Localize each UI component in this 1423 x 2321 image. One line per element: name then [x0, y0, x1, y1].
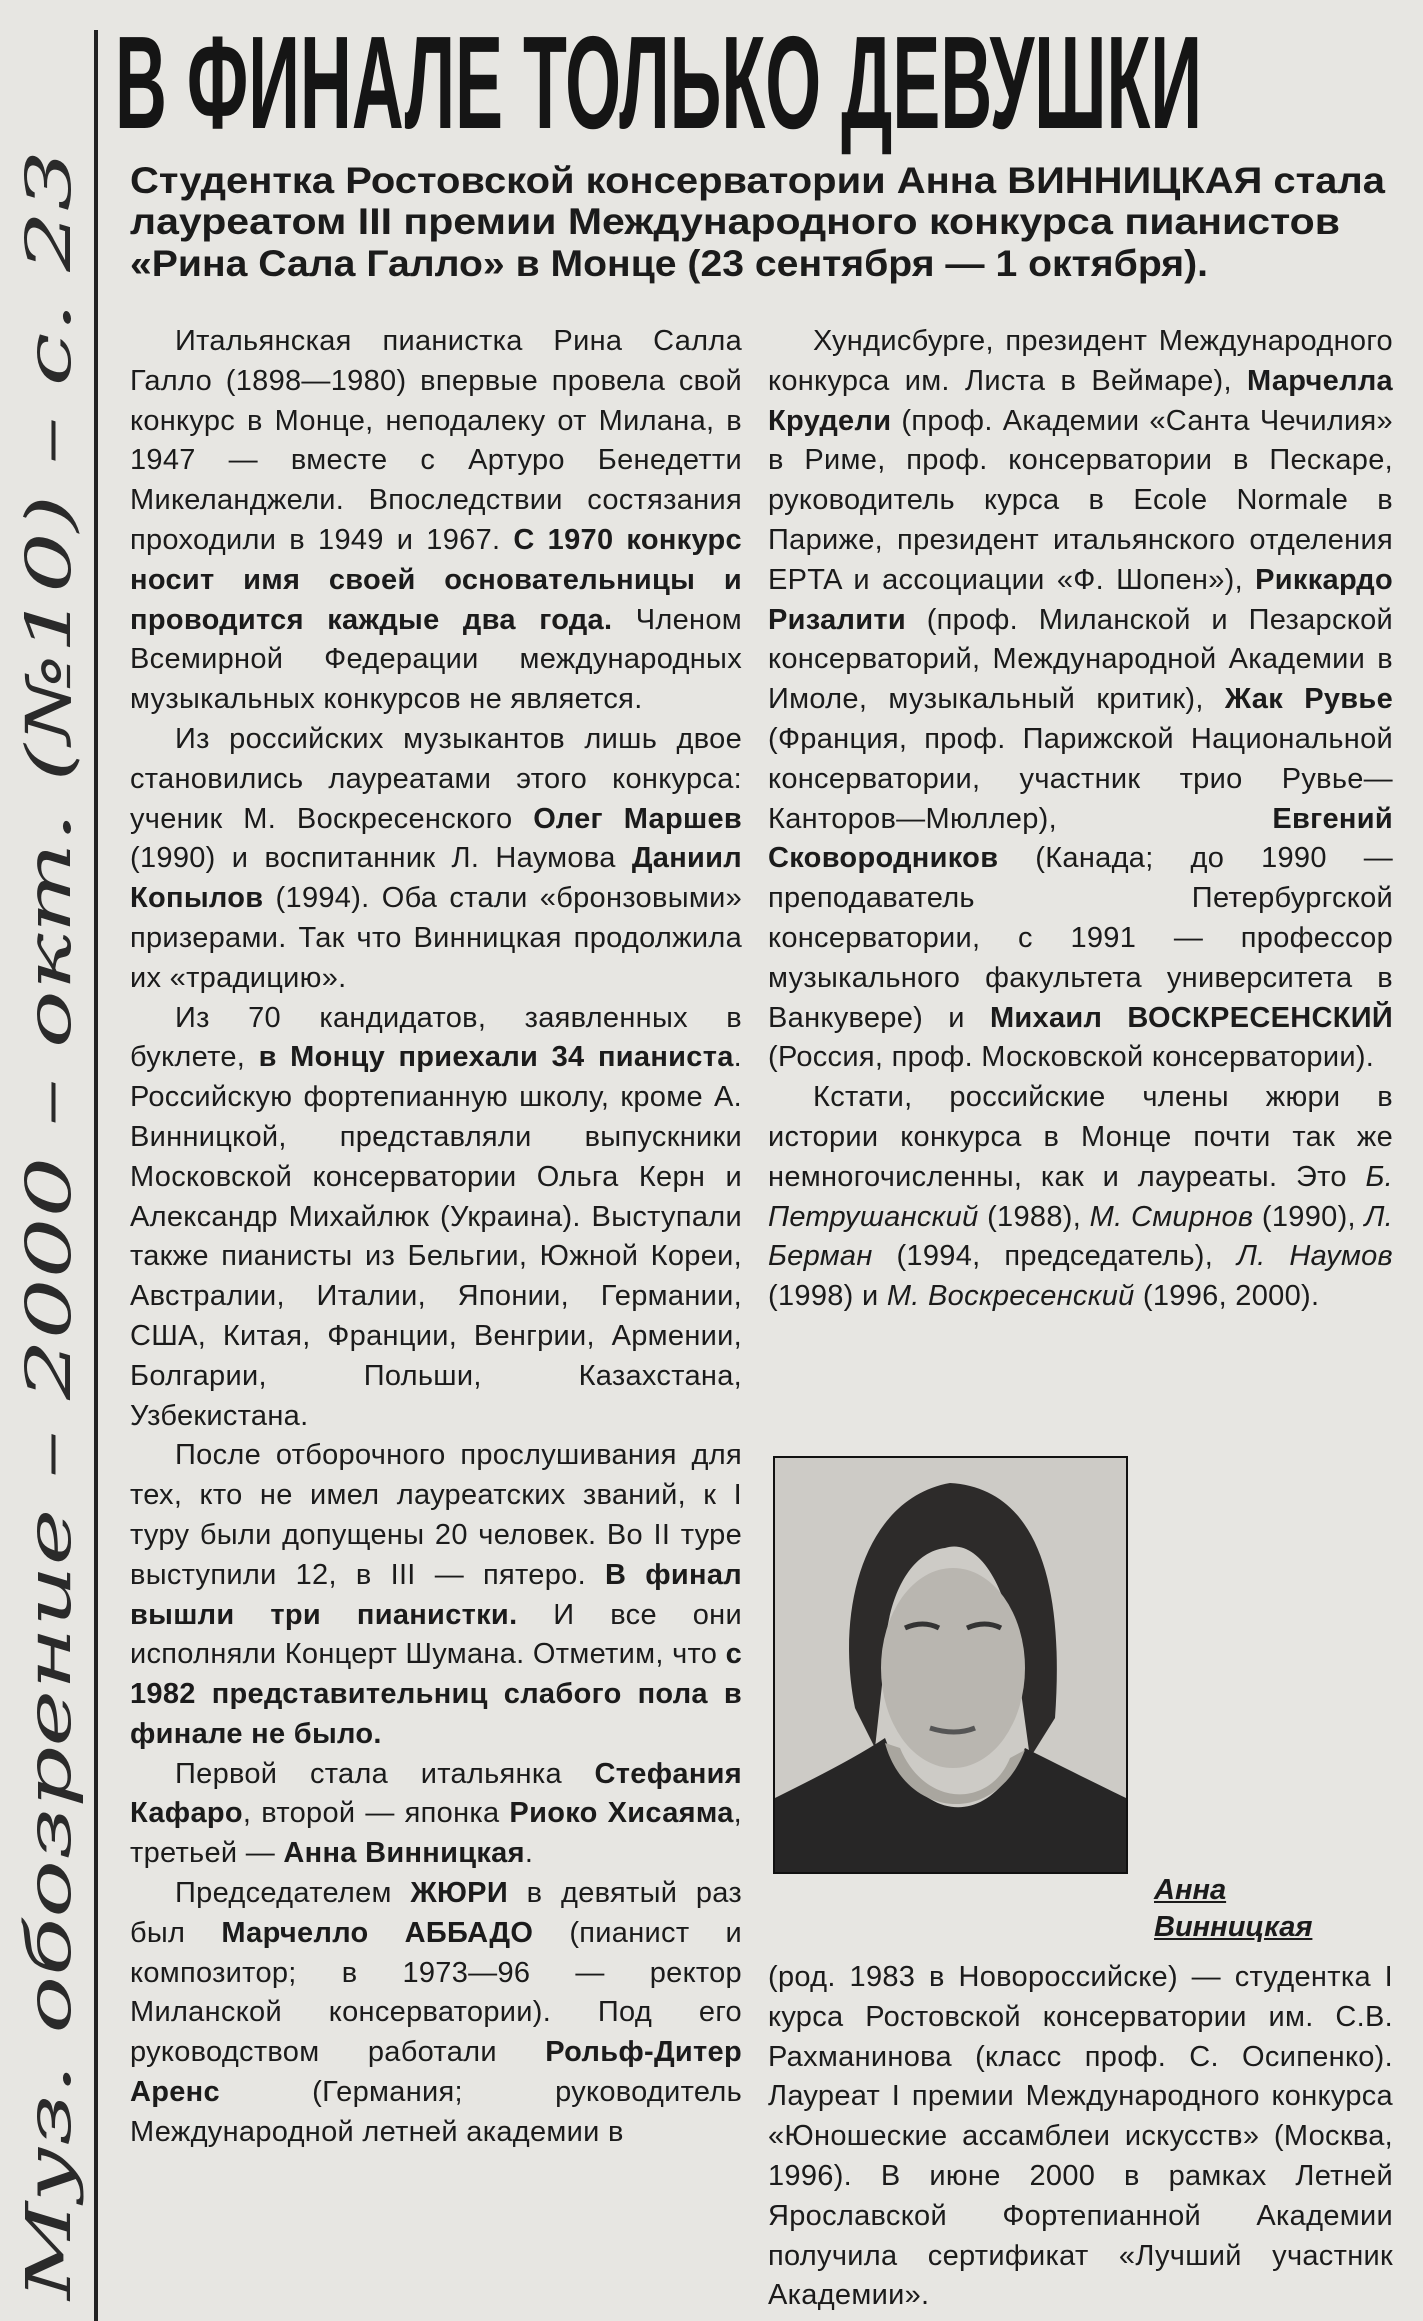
bold-text: Михаил ВОСКРЕСЕНСКИЙ — [989, 1001, 1393, 1034]
text: (1994, председатель), — [872, 1240, 1237, 1273]
paragraph — [130, 1755, 742, 1874]
text: (1998) и — [768, 1280, 887, 1313]
text: (Германия; руководитель Международной летней академии в — [130, 2076, 742, 2148]
lead-line-2: лауреатом III премии Международного конкурса пианистов — [130, 201, 1340, 242]
bold-text: ЖЮРИ — [410, 1877, 508, 1910]
text: (Франция, проф. Парижской Национальной консерватории, участник трио Рувье—Канторов—Мюллер), — [768, 722, 1393, 835]
bold-text: с 1982 представительниц слабого пола в финале не было. — [130, 1638, 742, 1750]
text: . — [524, 1837, 534, 1870]
text: , третьей — — [130, 1797, 742, 1870]
bold-text: Марчелло АББАДО — [221, 1916, 534, 1949]
text: Кстати, российские члены жюри в истории конкурса в Монце почти так же немногочисленны, как и лауреаты. Это — [768, 1081, 1393, 1193]
bold-text: С 1970 конкурс носит имя своей основательницы и проводится каждые два года. — [130, 523, 742, 636]
article-column-right — [768, 322, 1393, 1317]
text: (проф. Академии «Санта Чечилия» в Риме, проф. консерватории в Пескаре, руководитель курса в Ecole Normale в Париже, президент итальянского отделения EPTA и ассоциации «Ф. Шопен»), — [768, 404, 1393, 596]
paragraph — [130, 1874, 742, 2153]
headline: В ФИНАЛЕ ТОЛЬКО ДЕВУШКИ — [115, 9, 1202, 156]
bold-text: в Монцу приехали 34 пианиста — [258, 1041, 734, 1074]
text: Хундисбурге, президент Международного конкурса им. Листа в Веймаре), — [768, 325, 1393, 397]
paragraph — [130, 999, 742, 1437]
bold-text: Евгений Сковородников — [768, 802, 1393, 875]
text: Первой стала итальянка — [175, 1757, 595, 1790]
paragraph — [130, 1436, 742, 1754]
paragraph — [768, 1078, 1393, 1317]
portrait-illustration — [775, 1458, 1126, 1872]
caption-first-name: Анна — [1154, 1874, 1227, 1906]
bold-text: Риоко Хисаяма — [509, 1797, 734, 1830]
text: Из российских музыкантов лишь двое становились лауреатами этого конкурса: ученик М. Воскресенского — [130, 722, 742, 835]
paragraph — [130, 720, 742, 999]
lead-line-1: Студентка Ростовской консерватории Анна ВИННИЦКАЯ стала — [130, 160, 1386, 201]
italic-text: Л. Наумов — [1237, 1240, 1393, 1273]
text: (1990) и воспитанник Л. Наумова — [130, 842, 632, 875]
paragraph — [130, 322, 742, 720]
text: (1994). Оба стали «бронзовыми» призерами. Так что Винницкая продолжила их «традицию». — [130, 882, 742, 994]
italic-text: Б. Петрушанский — [768, 1160, 1393, 1233]
italic-text: М. Воскресенский — [886, 1280, 1135, 1313]
bio-paragraph: (род. 1983 в Новороссийске) — студентка I курса Ростовской консерватории им. С.В. Рахманинова (класс проф. С. Осипенко). Лауреат I премии Международного конкурса «Юношеские ассамблеи искусств» (Москва, 1996). В июне 2000 в рамках Летней Ярославской Фортепианной Академии получила сертификат «Лучший участник Академии». — [768, 1961, 1393, 2312]
handwritten-note: Муз. обозрение – 2000 – окт. (№10) – с. 23 — [12, 906, 85, 2300]
bold-text: Рольф-Дитер Аренс — [130, 2036, 742, 2109]
bold-text: Даниил Копылов — [130, 842, 742, 915]
photo-caption — [1154, 1872, 1312, 1946]
text: (1988), — [978, 1200, 1090, 1233]
text: Из 70 кандидатов, заявленных в буклете, — [130, 1001, 742, 1074]
italic-text: Л. Берман — [768, 1200, 1393, 1273]
text: (1996, 2000). — [1134, 1280, 1320, 1313]
text: (Россия, проф. Московской консерватории). — [768, 1041, 1375, 1074]
bold-text: В финал вышли три пианистки. — [130, 1558, 742, 1631]
bold-text: Марчелла Крудели — [768, 364, 1393, 437]
text: Председателем — [175, 1877, 411, 1910]
text: Членом Всемирной Федерации международных музыкальных конкурсов не является. — [130, 603, 742, 716]
bold-text: Анна Винницкая — [283, 1837, 525, 1870]
text: (1990), — [1253, 1200, 1365, 1233]
text: в девятый раз был — [130, 1877, 743, 1949]
bold-text: Жак Рувье — [1224, 683, 1393, 716]
text: (Канада; до 1990 — преподаватель Петербургской консерватории, с 1991 — профессор музыкального факультета университета в Ванкувере) и — [768, 842, 1393, 1034]
text: (проф. Миланской и Пезарской консерваторий, Международной Академии в Имоле, музыкальный критик), — [768, 603, 1393, 716]
bold-text: Риккардо Ризалити — [768, 563, 1393, 636]
bold-text: Олег Маршев — [533, 802, 742, 835]
text: . Российскую фортепианную школу, кроме А. Винницкой, представляли выпускники Московской консерватории Ольга Керн и Александр Михайлюк (Украина). Выступали также пианисты из Бельгии, Южной Кореи, Австралии, Италии, Японии, Германии, США, Китая, Франции, Венгрии, Армении, Болгарии, Польши, Казахстана, Узбекистана. — [130, 1041, 742, 1432]
lead-line-3: «Рина Сала Галло» в Монце (23 сентября — 1 октября). — [130, 243, 1208, 284]
text: , второй — японка — [242, 1797, 510, 1830]
text: После отборочного прослушивания для тех, кто не имел лауреатских званий, к I туру были допущены 20 человек. Во II туре выступили 12, в III — пятеро. — [130, 1439, 742, 1591]
caption-last-name: Винницкая — [1154, 1911, 1313, 1943]
text: Итальянская пианистка Рина Салла Галло (1898—1980) впервые провела свой конкурс в Монце, неподалеку от Милана, в 1947 — вместе с Артуро Бенедетти Микеланджели. Впоследствии состязания проходили в 1949 и 1967. — [130, 325, 742, 556]
bold-text: Стефания Кафаро — [130, 1757, 742, 1830]
paragraph — [768, 322, 1393, 1078]
portrait-photo — [773, 1456, 1128, 1874]
text: И все они исполняли Концерт Шумана. Отметим, что — [130, 1598, 742, 1671]
text: (пианист и композитор; в 1973—96 — ректор Миланской консерватории). Под его руководством работали — [130, 1916, 742, 2069]
article-column-left — [130, 322, 742, 2317]
italic-text: М. Смирнов — [1089, 1200, 1254, 1233]
